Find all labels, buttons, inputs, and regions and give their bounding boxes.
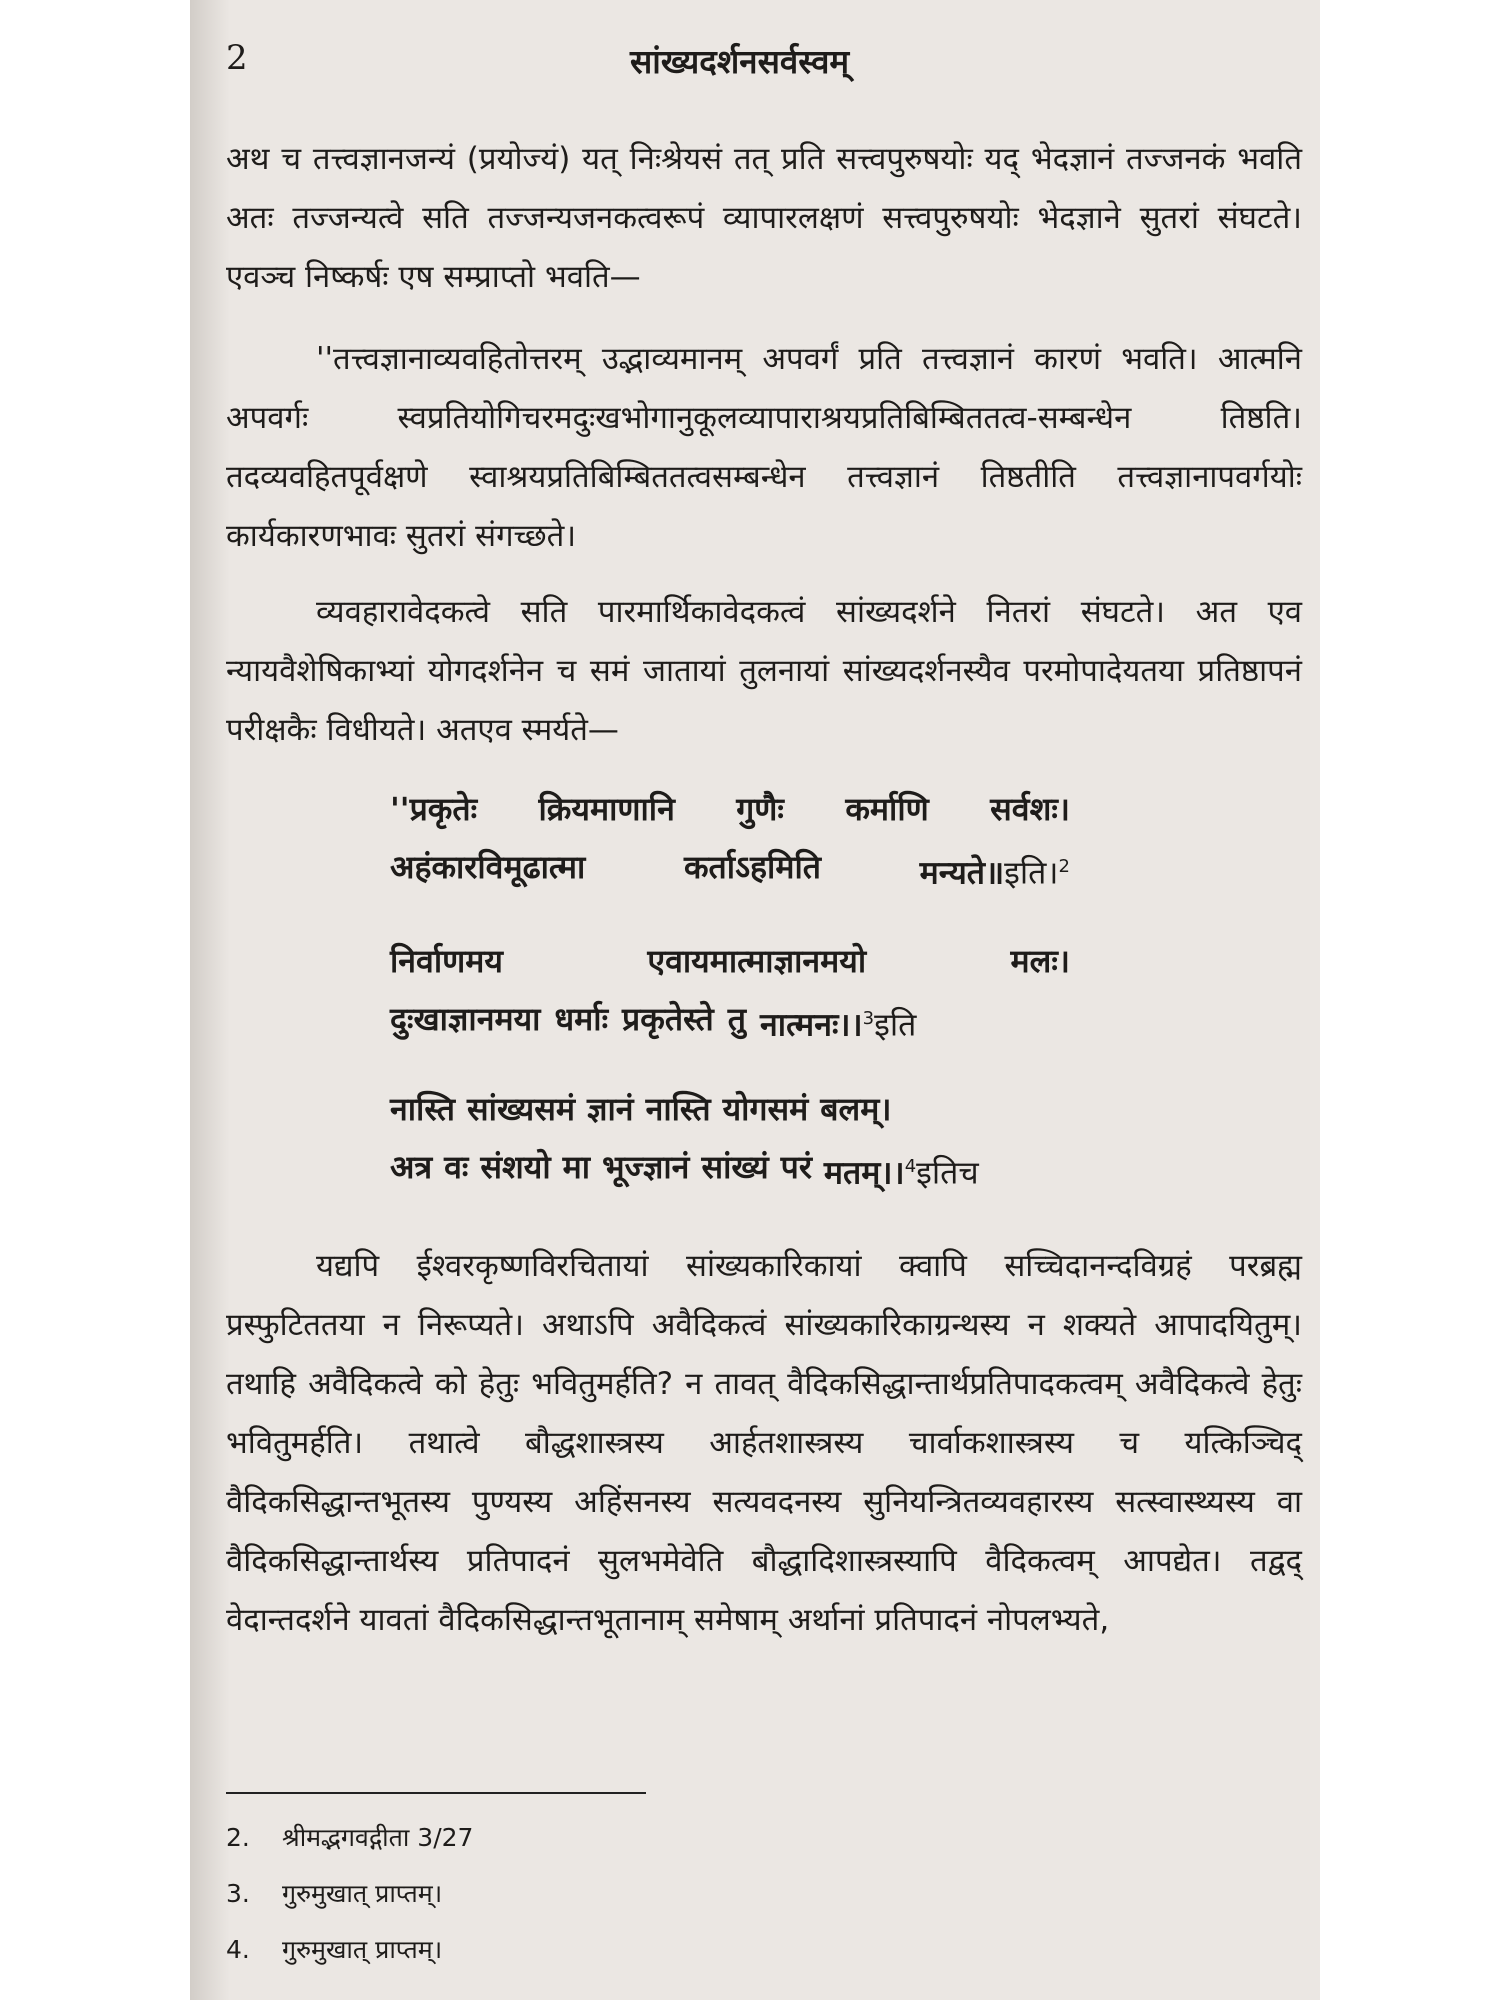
verse-word: दुःखाज्ञानमया bbox=[390, 1000, 541, 1038]
verse-word-text: मन्यते॥ bbox=[919, 853, 1005, 892]
verse-word: अहंकारविमूढात्मा bbox=[390, 848, 586, 886]
verse-tail: इति bbox=[874, 1005, 917, 1044]
verse-word: सांख्यसमं bbox=[467, 1090, 575, 1128]
verse-word: नास्ति bbox=[645, 1090, 711, 1128]
verse-word bbox=[824, 1138, 979, 1202]
footnote-number: 4. bbox=[226, 1935, 250, 1964]
verse-word: ''प्रकृतेः bbox=[390, 790, 478, 828]
verse-word: गुणैः bbox=[736, 790, 784, 828]
paragraph-4 bbox=[226, 1237, 1302, 1650]
verse-word: कर्ताऽहमिति bbox=[683, 848, 821, 886]
verse-line bbox=[390, 838, 1070, 902]
paragraph-text: अथ च तत्त्वज्ञानजन्यं (प्रयोज्यं) यत् निःश्रेयसं तत् प्रति सत्त्वपुरुषयोः यद् भेदज्ञानं तज्जनकं भवति अतः तज्जन्यत्वे सति तज्जन्यजनकत्वरूपं व्यापारलक्षणं सत्त्वपुरुषयोः भेदज्ञाने सुतरां संघटते। एवञ्च निष्कर्षः एष सम्प्राप्तो भवति— bbox=[226, 141, 1302, 295]
verse-word: परं bbox=[780, 1148, 812, 1186]
verse-word bbox=[920, 838, 1070, 902]
verse-line bbox=[390, 1080, 1070, 1138]
verse-word: निर्वाणमय bbox=[390, 942, 503, 980]
verse-word-text: नात्मनः।। bbox=[760, 1005, 863, 1044]
verse-word-text: मतम्।। bbox=[823, 1153, 905, 1192]
verse-word: प्रकृतेस्ते bbox=[622, 1000, 714, 1038]
verse-tail: इति। bbox=[1004, 853, 1059, 892]
book-page bbox=[190, 0, 1320, 2000]
verse-word: एवायमात्माज्ञानमयो bbox=[647, 942, 867, 980]
verse-word: वः bbox=[444, 1148, 469, 1186]
verse-word: मलः। bbox=[1010, 942, 1070, 980]
footnote-ref: 3 bbox=[862, 1008, 875, 1029]
verse-line bbox=[390, 990, 1070, 1054]
verse-word: सर्वशः। bbox=[990, 790, 1070, 828]
verse-word: सांख्यं bbox=[701, 1148, 769, 1186]
verse-2 bbox=[390, 932, 1070, 1054]
verse-word: भूज्ज्ञानं bbox=[602, 1148, 690, 1186]
verse-word: कर्माणि bbox=[845, 790, 929, 828]
footnote-item bbox=[226, 1810, 473, 1866]
paragraph-3 bbox=[226, 583, 1302, 760]
footnote-number: 3. bbox=[226, 1879, 250, 1908]
page-header bbox=[190, 38, 1320, 98]
verse-line bbox=[390, 932, 1070, 990]
page-gutter-shadow bbox=[190, 0, 230, 2000]
verse-word: धर्माः bbox=[554, 1000, 609, 1038]
paragraph-text: ''तत्त्वज्ञानाव्यवहितोत्तरम् उद्भाव्यमानम् अपवर्गं प्रति तत्त्वज्ञानं कारणं भवति। आत्मनि अपवर्गः स्वप्रतियोगिचरमदुःखभोगानुकूलव्यापाराश्रयप्रतिबिम्बिततत्व-सम्बन्धेन तिष्ठति। तदव्यवहितपूर्वक्षणे स्वाश्रयप्रतिबिम्बिततत्वसम्बन्धेन तत्त्वज्ञानं तिष्ठतीति तत्त्वज्ञानापवर्गयोः कार्यकारणभावः सुतरां संगच्छते। bbox=[226, 341, 1302, 554]
footnote-text: गुरुमुखात् प्राप्तम्। bbox=[282, 1879, 443, 1908]
verse-word: मा bbox=[562, 1148, 591, 1186]
paragraph-text: यद्यपि ईश्वरकृष्णविरचितायां सांख्यकारिकायां क्वापि सच्चिदानन्दविग्रहं परब्रह्म प्रस्फुटिततया न निरूप्यते। अथाऽपि अवैदिकत्वं सांख्यकारिकाग्रन्थस्य न शक्यते आपादयितुम्। तथाहि अवैदिकत्वे को हेतुः भवितुमर्हति? न तावत् वैदिकसिद्धान्तार्थप्रतिपादकत्वम् अवैदिकत्वे हेतुः भवितुमर्हति। तथात्वे बौद्धशास्त्रस्य आर्हतशास्त्रस्य चार्वाकशास्त्रस्य च यत्किञ्चिद् वैदिकसिद्धान्तभूतस्य पुण्यस्य अहिंसनस्य सत्यवदनस्य सुनियन्त्रितव्यवहारस्य सत्स्वास्थ्यस्य वा वैदिकसिद्धान्तार्थस्य प्रतिपादनं सुलभमेवेति बौद्धादिशास्त्रस्यापि वैदिकत्वम् आपद्येत। तद्वद् वेदान्तदर्शने यावतां वैदिकसिद्धान्तभूतानाम् समेषाम् अर्थानां प्रतिपादनं नोपलभ्यते, bbox=[226, 1248, 1302, 1638]
verse-word bbox=[760, 990, 916, 1054]
footnotes bbox=[226, 1810, 473, 1978]
verse-line bbox=[390, 780, 1070, 838]
verse-word: योगसमं bbox=[722, 1090, 809, 1128]
verse-word: संशयो bbox=[480, 1148, 551, 1186]
footnote-item bbox=[226, 1922, 473, 1978]
verse-word: ज्ञानं bbox=[587, 1090, 634, 1128]
footnote-text: श्रीमद्भगवद्गीता 3/27 bbox=[282, 1823, 474, 1852]
verse-line bbox=[390, 1138, 1070, 1202]
verse-word: तु bbox=[727, 1000, 747, 1038]
paragraph-text: व्यवहारावेदकत्वे सति पारमार्थिकावेदकत्वं सांख्यदर्शने नितरां संघटते। अत एव न्यायवैशेषिकाभ्यां योगदर्शनेन च समं जातायां तुलनायां सांख्यदर्शनस्यैव परमोपादेयतया प्रतिष्ठापनं परीक्षकैः विधीयते। अतएव स्मर्यते— bbox=[226, 594, 1302, 748]
footnote-rule bbox=[226, 1792, 646, 1794]
running-title: सांख्यदर्शनसर्वस्वम् bbox=[630, 42, 850, 81]
verse-word: क्रियमाणानि bbox=[538, 790, 675, 828]
footnote-item bbox=[226, 1866, 473, 1922]
footnote-ref: 4 bbox=[904, 1156, 917, 1177]
verse-word: नास्ति bbox=[390, 1090, 456, 1128]
paragraph-1 bbox=[226, 130, 1302, 307]
footnote-ref: 2 bbox=[1058, 856, 1070, 877]
verse-tail: इतिच bbox=[916, 1153, 979, 1192]
verse-word: अत्र bbox=[390, 1148, 433, 1186]
verse-word: बलम्। bbox=[820, 1090, 892, 1128]
paragraph-2 bbox=[226, 330, 1302, 566]
page-number: 2 bbox=[226, 38, 248, 78]
verse-3 bbox=[390, 1080, 1070, 1202]
verse-1 bbox=[390, 780, 1070, 902]
footnote-text: गुरुमुखात् प्राप्तम्। bbox=[282, 1935, 443, 1964]
footnote-number: 2. bbox=[226, 1823, 250, 1852]
